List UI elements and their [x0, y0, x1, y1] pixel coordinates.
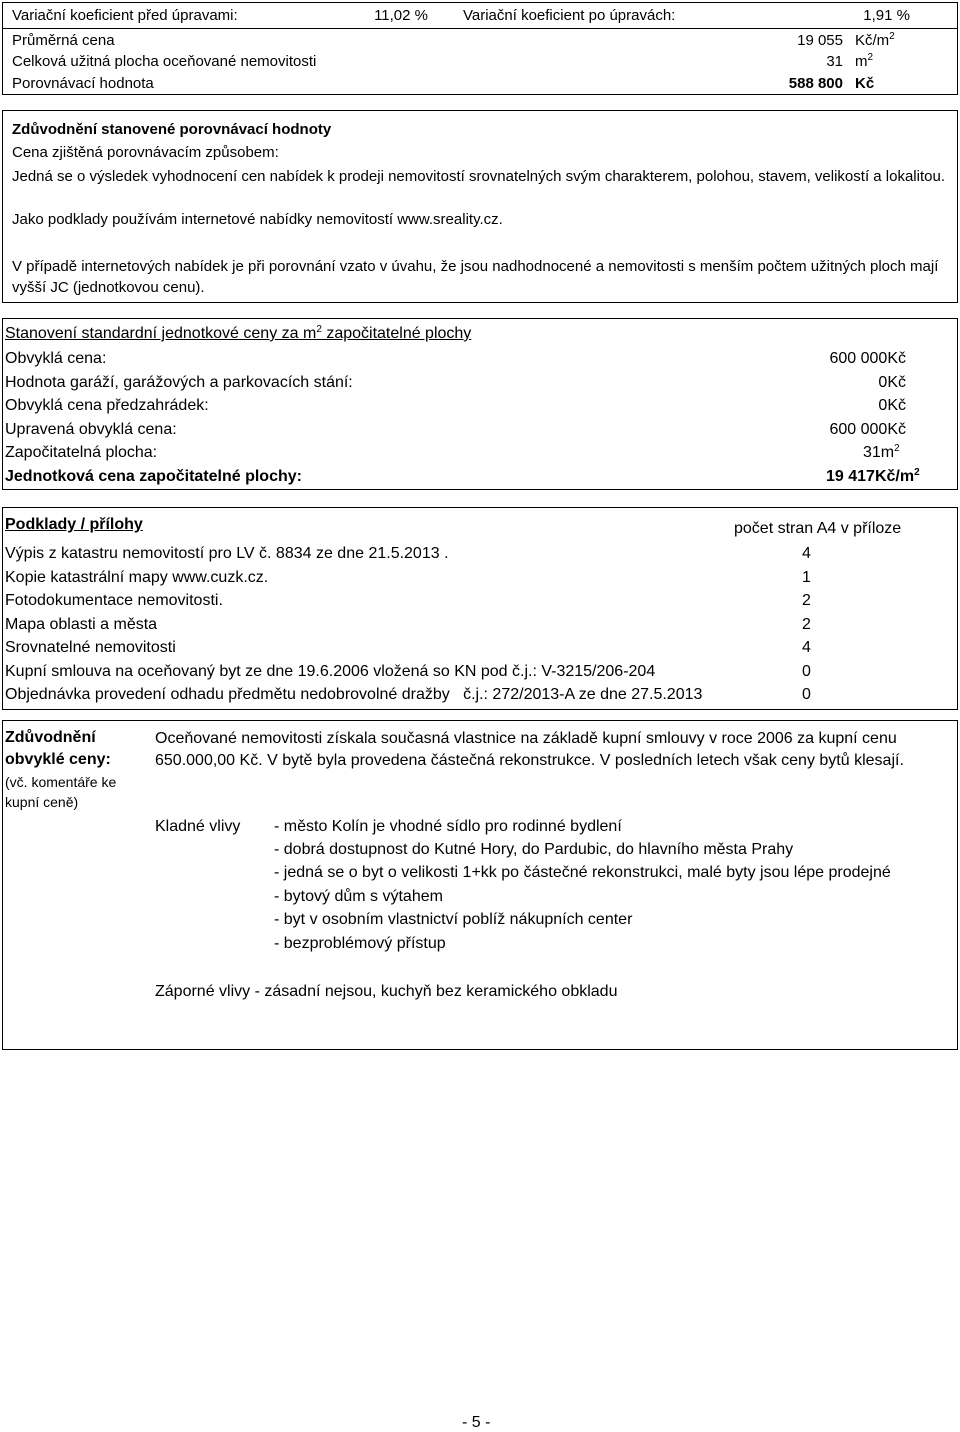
- positive-item: - bezproblémový přístup: [274, 935, 446, 952]
- positive-label: Kladné vlivy: [155, 818, 241, 835]
- attachment-pages: 0: [802, 686, 811, 703]
- var-after-label: Variační koeficient po úpravách:: [463, 7, 676, 24]
- avg-price-value: 19 055: [797, 32, 843, 49]
- area-unit: [855, 53, 873, 71]
- attachment-item: Objednávka provedení odhadu předmětu nedobrovolné dražby č.j.: 272/2013-A ze dne 27.5.2013: [5, 686, 703, 703]
- attachment-pages: 4: [802, 545, 811, 562]
- attachment-pages: 2: [802, 592, 811, 609]
- page-number: - 5 -: [462, 1414, 491, 1431]
- attachment-item: Srovnatelné nemovitosti: [5, 639, 176, 656]
- comp-unit: Kč: [855, 75, 875, 92]
- justification-para3: V případě internetových nabídek je při porovnání vzato v úvahu, že jsou nadhodnocené a nemovitosti s menším počtem užitných ploch mají vyšší JC (jednotkovou cenu).: [12, 258, 939, 296]
- unit-row-label: Obvyklá cena předzahrádek:: [5, 397, 209, 414]
- unit-row-value: 600 000Kč: [829, 350, 906, 367]
- avg-price-label: Průměrná cena: [12, 32, 115, 49]
- unit-row-value: 0Kč: [878, 397, 906, 414]
- justification-para1: Jedná se o výsledek vyhodnocení cen nabídek k prodeji nemovitostí srovnatelných svým charakterem, polohou, stavem, velikostí a lokalitou.: [12, 168, 945, 185]
- attachments-title: Podklady / přílohy: [5, 516, 143, 533]
- sup-2: 2: [914, 467, 920, 478]
- attachment-pages: 4: [802, 639, 811, 656]
- usual-intro: Oceňované nemovitosti získala současná vlastnice na základě kupní smlouvy v roce 2006 za kupní cenu 650.000,00 Kč. V bytě byla provedena částečná rekonstrukce. V posledních letech však ceny bytů klesají.: [155, 730, 904, 769]
- attachment-item: Fotodokumentace nemovitosti.: [5, 592, 223, 609]
- usual-side-note-1: (vč. komentáře ke: [5, 774, 117, 790]
- var-before-label: Variační koeficient před úpravami:: [12, 7, 238, 24]
- avg-price-unit: [855, 32, 895, 50]
- justification-para2: Jako podklady používám internetové nabídky nemovitostí www.sreality.cz.: [12, 211, 503, 228]
- var-after-value: 1,91 %: [863, 7, 910, 24]
- attachment-item: Výpis z katastru nemovitostí pro LV č. 8834 ze dne 21.5.2013 .: [5, 545, 449, 562]
- attachment-item: Kupní smlouva na oceňovaný byt ze dne 19.6.2006 vložená so KN pod č.j.: V-3215/206-204: [5, 663, 656, 680]
- sup-2: 2: [316, 324, 322, 335]
- area-label: Celková užitná plocha oceňované nemovitosti: [12, 53, 317, 70]
- unit-row-label: Započitatelná plocha:: [5, 444, 158, 461]
- unit-price-title-a: Stanovení standardní jednotkové ceny za m: [5, 325, 317, 342]
- avg-price-unit-text: Kč/m: [855, 32, 890, 49]
- unit-row-label: Obvyklá cena:: [5, 350, 107, 367]
- attachment-item: Mapa oblasti a města: [5, 616, 158, 633]
- unit-row-value: 600 000Kč: [829, 421, 906, 438]
- negative-note: Záporné vlivy - zásadní nejsou, kuchyň bez keramického obkladu: [155, 983, 618, 1000]
- unit-final-value-text: 19 417Kč/m: [826, 468, 915, 485]
- usual-side-title-1: Zdůvodnění: [5, 729, 96, 746]
- unit-row-value: [863, 444, 900, 462]
- unit-price-title: [5, 325, 471, 343]
- attachments-pages-header: počet stran A4 v příloze: [734, 520, 902, 537]
- unit-final-value: [826, 468, 920, 486]
- sup-2: 2: [889, 31, 895, 42]
- usual-side-title-2: obvyklé ceny:: [5, 751, 111, 768]
- attachment-pages: 0: [802, 663, 811, 680]
- attachment-pages: 1: [802, 569, 811, 586]
- comp-label: Porovnávací hodnota: [12, 75, 154, 92]
- sup-2: 2: [894, 443, 900, 454]
- unit-row-value-text: 31m: [863, 444, 895, 461]
- unit-row-value: 0Kč: [878, 374, 906, 391]
- justification-title: Zdůvodnění stanovené porovnávací hodnoty: [12, 121, 332, 138]
- area-unit-text: m: [855, 53, 868, 70]
- usual-side-note-2: kupní ceně): [5, 794, 79, 810]
- unit-row-label: Upravená obvyklá cena:: [5, 421, 177, 438]
- positive-item: - dobrá dostupnost do Kutné Hory, do Pardubic, do hlavního města Prahy: [274, 841, 794, 858]
- positive-item: - jedná se o byt o velikosti 1+kk po částečné rekonstrukci, malé byty jsou lépe prodejné: [274, 864, 891, 881]
- attachment-item: Kopie katastrální mapy www.cuzk.cz.: [5, 569, 269, 586]
- var-before-value: 11,02 %: [374, 7, 428, 24]
- unit-final-label: Jednotková cena započitatelné plochy:: [5, 468, 302, 485]
- unit-price-title-b: započitatelné plochy: [321, 325, 472, 342]
- positive-item: - bytový dům s výtahem: [274, 888, 443, 905]
- justification-line1: Cena zjištěná porovnávacím způsobem:: [12, 144, 279, 161]
- attachment-pages: 2: [802, 616, 811, 633]
- sup-2: 2: [867, 52, 874, 63]
- positive-item: - město Kolín je vhodné sídlo pro rodinné bydlení: [274, 818, 622, 835]
- area-value: 31: [826, 53, 843, 70]
- stats-divider: [3, 28, 957, 29]
- positive-item: - byt v osobním vlastnictví poblíž nákupních center: [274, 911, 633, 928]
- unit-row-label: Hodnota garáží, garážových a parkovacích stání:: [5, 374, 353, 391]
- comp-value: 588 800: [788, 75, 843, 92]
